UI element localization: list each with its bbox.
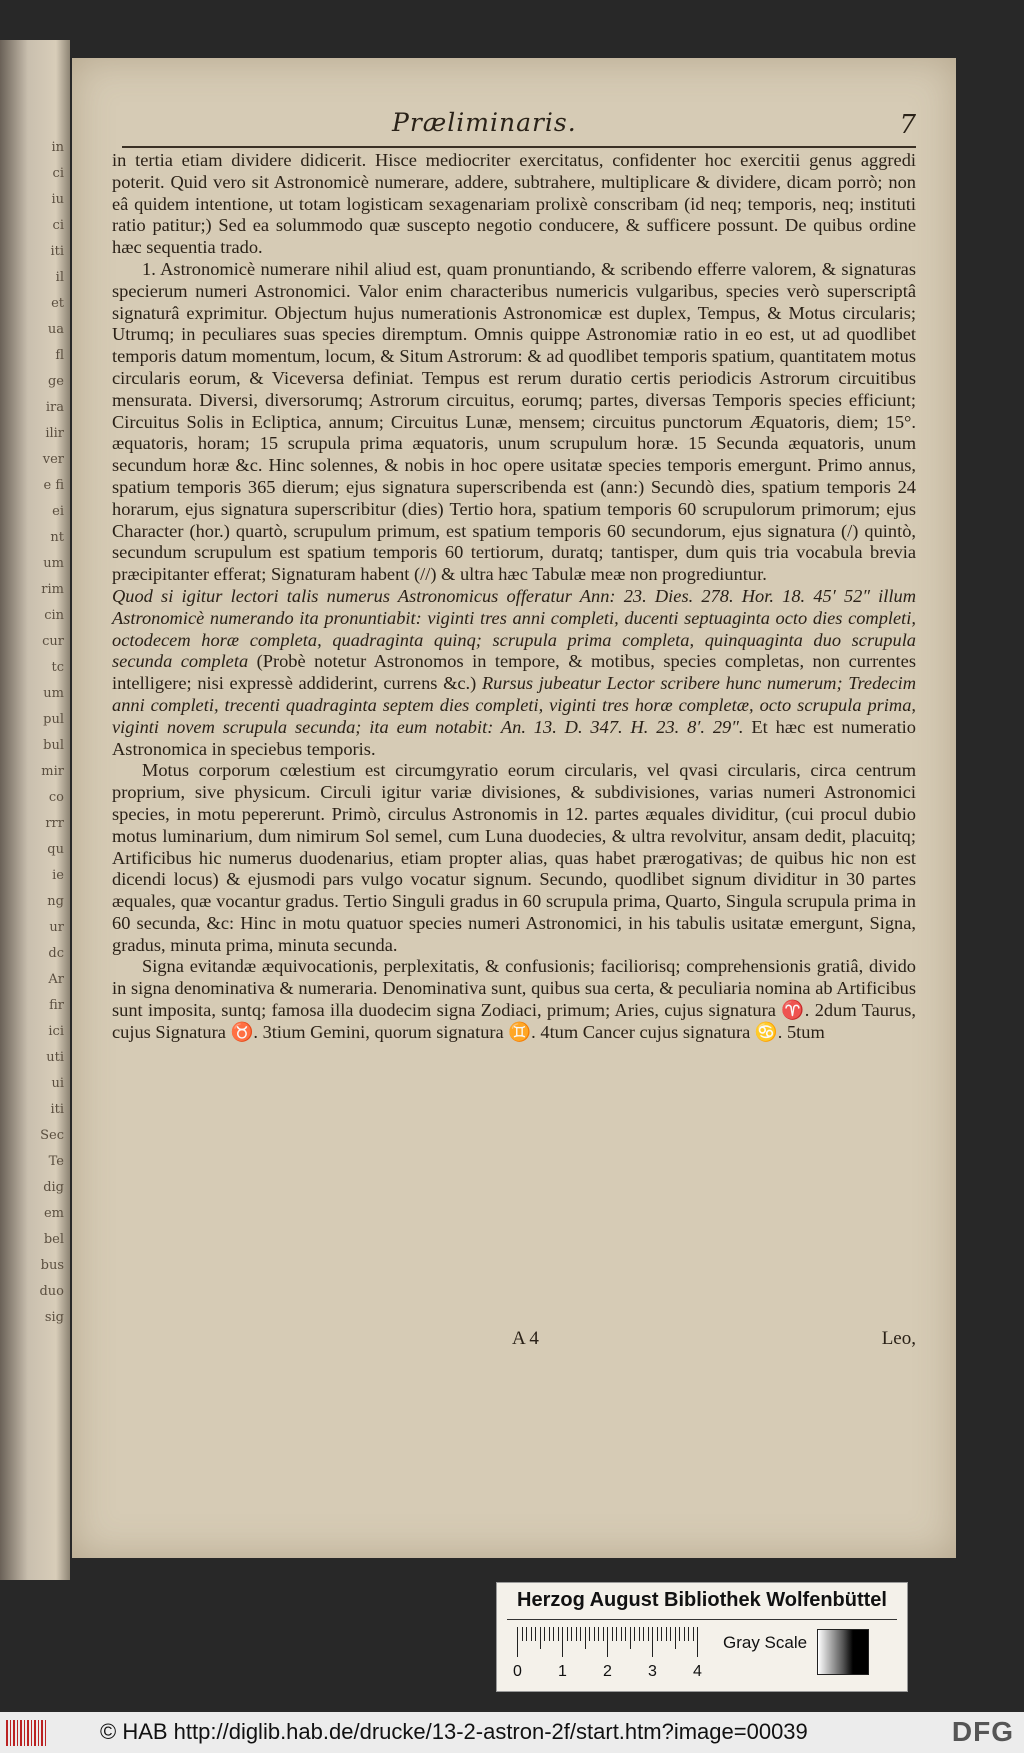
ruler-tick (567, 1627, 568, 1641)
ruler-tick (684, 1627, 685, 1641)
ruler-tick (675, 1627, 676, 1649)
prev-page-fragment: dig (43, 1180, 64, 1195)
prev-page-fragment: rrr (45, 816, 64, 831)
prev-page-fragment: um (43, 686, 64, 701)
ruler-number: 4 (693, 1663, 702, 1680)
ruler-number: 2 (603, 1663, 612, 1680)
prev-page-fragment: dc (48, 946, 64, 961)
prev-page-fragment: ng (47, 894, 64, 909)
prev-page-fragment: bul (43, 738, 64, 753)
footer-bar (0, 1712, 1024, 1753)
ruler-tick (535, 1627, 536, 1641)
page-header (72, 108, 956, 148)
ruler-tick (697, 1627, 698, 1657)
prev-page-fragment: qu (47, 842, 64, 857)
prev-page-fragment: iti (50, 1102, 64, 1117)
ruler-tick (639, 1627, 640, 1641)
previous-page-edge (0, 40, 70, 1580)
ruler-tick (621, 1627, 622, 1641)
prev-page-fragment: et (51, 296, 64, 311)
italic-text: Rursus jubeatur Lector scribere hunc numerum; Tredecim anni completi, trecenti quadraginta septem dies completi, viginti tres horæ completæ, octo scrupula prima, viginti novem scrupula secunda; ita eum notabit: An. 13. D. 347. H. 23. 8′. 29″. (112, 673, 916, 737)
prev-page-fragment: e fi (43, 478, 64, 493)
prev-page-fragment: ua (47, 322, 64, 337)
ruler-tick (522, 1627, 523, 1641)
ruler-tick (648, 1627, 649, 1641)
ruler-number: 0 (513, 1663, 522, 1680)
dfg-logo: DFG (951, 1716, 1014, 1747)
ruler-tick (625, 1627, 626, 1641)
prev-page-fragment: bel (43, 1232, 64, 1247)
prev-page-fragment: mir (41, 764, 64, 779)
prev-page-fragment: fir (49, 998, 64, 1013)
prev-page-fragment: Te (48, 1154, 64, 1169)
running-head: Præliminaris. (392, 108, 577, 137)
prev-page-fragment: Sec (40, 1128, 64, 1143)
ruler-tick (571, 1627, 572, 1641)
main-text (112, 150, 916, 1044)
prev-page-fragment: ilir (45, 426, 64, 441)
ruler-tick (526, 1627, 527, 1641)
library-name: Herzog August Bibliothek Wolfenbüttel (517, 1589, 887, 1611)
prev-page-fragment: fl (55, 348, 64, 363)
ruler-tick (693, 1627, 694, 1641)
text: Et hæc est numeratio Astronomica in speciebus temporis. (112, 716, 916, 759)
prev-page-fragment: ici (48, 1024, 64, 1039)
text: (Probè notetur Astronomos in tempore, & motibus, species completas, non currentes intelligere; nisi expressè addiderint, currens &c.) (112, 651, 916, 694)
ruler-tick (585, 1627, 586, 1649)
source-url[interactable]: © HAB http://diglib.hab.de/drucke/13-2-astron-2f/start.htm?image=00039 (100, 1719, 808, 1744)
book-page (72, 58, 956, 1558)
prev-page-fragment: ui (51, 1076, 64, 1091)
ruler-tick (589, 1627, 590, 1641)
paragraph: 1. Astronomicè numerare nihil aliud est, quam pronuntiando, & scribendo efferre valorem, & signaturas specierum numeri Astronomici. Valor enim characteribus numericis vulgaribus, species verò superscriptâ signaturâ exprimitur. Objectum hujus numerationis Astronomicæ est duplex, Tempus, & Motus circularis; Utrumq; in peculiares suas species diremptum. Omnis quippe Astronomiæ ratio in eo est, ut ad quodlibet temporis datum momentum, locum, & Situm Astrorum: & ad quodlibet temporis spatium, quantitatem motus circularis eorum, & Viceversa definiat. Tempus est rerum duratio certis periodicis Astrorum circuitibus mensurata. Diversi, diversorumq; Astrorum circuitus, eorumq; partes, diversas Temporis species efficiunt; Circuitus Solis in Ecliptica, annum; Circuitus Lunæ, mensem; circuitus punctorum Æquatoris, diem; 15°. æquatoris, horam; 15 scrupula prima æquatoris, unum scrupulum horæ. 15 Secunda æquatoris, unum secundum horæ &c. Hinc solennes, & nobis in hoc opere usitatæ species temporis emergunt. Primo annus, spatium temporis 365 dierum; ejus signatura superscribenda est (ann:) Secundò dies, spatium temporis 24 horarum, ejus signatura superscribitur (dies) Tertio hora, spatium temporis 60 scrupulorum primorum; ejus Character (hor.) quartò, scrupulum primum, est spatium temporis 60 secundorum, ejus signatura (/) quintò, secundum scrupulum est spatium temporis 60 tertiorum, duratq; tantisper, dum quis tria vocabula brevia præcipitanter efferat; Signaturam habent (//) & ultra hæc Tabulæ meæ non progrediuntur. (112, 258, 916, 585)
prev-page-fragment: tc (51, 660, 64, 675)
ruler-tick (666, 1627, 667, 1641)
prev-page-fragment: ci (52, 166, 64, 181)
prev-page-fragment: ie (52, 868, 64, 883)
italic-text: Quod si igitur lectori talis numerus Astronomicus offeratur Ann: 23. Dies. 278. Hor. 18. 45′ 52″ illum Astronomicè numerando ita pronuntiabit: viginti tres anni completi, ducenti septuaginta octo dies completi, octodecem horæ completa, quadraginta quinq; scrupula prima completa, quinquaginta duo scrupula secunda completa (112, 585, 916, 672)
prev-page-fragment: cur (42, 634, 64, 649)
ruler-tick (612, 1627, 613, 1641)
ruler-tick (558, 1627, 559, 1641)
paragraph: Motus corporum cœlestium est circumgyratio eorum circularis, vel qvasi circularis, circa centrum proprium, sive physicum. Circuli igitur variæ divisiones, & subdivisiones, varias numeri Astronomici species, in motu pepererunt. Primò, circulus Astronomis in 12. partes æquales dividitur, (cui procul dubio motus luminarium, dum nimirum Sol semel, cum Luna duodecies, & ultra revolvitur, ansam dedit, placuitq; Artificibus hic numerus duodenarius, etiam propter alias, quas habet prærogativas; de quibus hic non est dicendi locus) & ejusmodi pars vulgo vocatur signum. Secundo, quodlibet signum dividitur in 30 partes æquales, quæ vocantur gradus. Tertio Singuli gradus in 60 scrupula prima, Quarto, Singula scrupula prima in 60 secunda, &c: Hinc in motu quatuor species numeri Astronomici, in his tabulis usitatæ emergunt, Signa, gradus, minuta prima, minuta secunda. (112, 760, 916, 955)
prev-page-fragment: ur (49, 920, 64, 935)
prev-page-fragment: uti (46, 1050, 64, 1065)
prev-page-fragment: ge (47, 374, 64, 389)
ruler-number: 1 (558, 1663, 567, 1680)
ruler-tick (670, 1627, 671, 1641)
barcode-icon (6, 1720, 46, 1746)
ruler-tick (679, 1627, 680, 1641)
prev-page-fragment: Ar (48, 972, 64, 987)
header-rule (122, 146, 916, 148)
ruler-tick (517, 1627, 518, 1657)
ruler-tick (598, 1627, 599, 1641)
paragraph: in tertia etiam dividere didicerit. Hisce mediocriter exercitatus, confidenter hoc exercitii genus aggredi poterit. Quid vero sit Astronomicè numerare, addere, subtrahere, multiplicare & dividere, dicam porrò; non eâ quidem intentione, ut totam logisticam sexagenariam prolixè conscribam (id neq; temporis, neq; instituti ratio patitur;) Sed ea solummodo quæ suscepto negotio conducere, & sufficere possunt. De quibus ordine hæc sequentia trado. (112, 150, 916, 258)
prev-page-fragment: nt (50, 530, 64, 545)
paragraph (112, 586, 916, 759)
ruler-tick (580, 1627, 581, 1641)
ruler-tick (531, 1627, 532, 1641)
ruler-tick (576, 1627, 577, 1641)
library-label (496, 1582, 908, 1692)
ruler-tick (634, 1627, 635, 1641)
prev-page-fragment: iu (51, 192, 64, 207)
catchword: Leo, (881, 1328, 916, 1349)
ruler-tick (540, 1627, 541, 1649)
prev-page-fragment: ver (42, 452, 64, 467)
prev-page-fragment: iti (50, 244, 64, 259)
prev-page-fragment: rim (41, 582, 64, 597)
page-number: 7 (899, 110, 916, 140)
prev-page-fragment: cin (44, 608, 64, 623)
prev-page-fragment: ci (52, 218, 64, 233)
prev-page-fragment: pul (43, 712, 64, 727)
prev-page-fragment: co (48, 790, 64, 805)
ruler-tick (643, 1627, 644, 1641)
ruler-tick (562, 1627, 563, 1657)
prev-page-fragment: ira (45, 400, 64, 415)
ruler-tick (630, 1627, 631, 1649)
prev-page-fragment: em (43, 1206, 64, 1221)
prev-page-fragment: il (55, 270, 64, 285)
prev-page-fragment: bus (40, 1258, 64, 1273)
ruler-tick (594, 1627, 595, 1641)
gray-scale-label: Gray Scale (723, 1633, 808, 1652)
label-divider (507, 1619, 897, 1620)
ruler-tick (688, 1627, 689, 1641)
prev-page-fragment: um (43, 556, 64, 571)
ruler-tick (553, 1627, 554, 1641)
ruler-tick (544, 1627, 545, 1641)
ruler-tick (607, 1627, 608, 1657)
signature-mark: A 4 (512, 1328, 539, 1349)
prev-page-fragment: in (51, 140, 64, 155)
prev-page-fragment: ei (52, 504, 64, 519)
ruler-tick (661, 1627, 662, 1641)
ruler-tick (603, 1627, 604, 1641)
ruler-tick (657, 1627, 658, 1641)
paragraph: Signa evitandæ æquivocationis, perplexitatis, & confusionis; faciliorisq; comprehensionis gratiâ, divido in signa denominativa & numeraria. Denominativa sunt, quibus sua certa, & peculiaria nomina ab Artificibus sunt imposita, suntq; famosa illa duodecim signa Zodiaci, primum; Aries, cujus signatura ♈. 2dum Taurus, cujus Signatura ♉. 3tium Gemini, quorum signatura ♊. 4tum Cancer cujus signatura ♋. 5tum (112, 956, 916, 1042)
scale-ruler (513, 1627, 707, 1680)
ruler-tick (616, 1627, 617, 1641)
gray-scale-swatch (817, 1629, 869, 1675)
prev-page-fragment: duo (39, 1284, 64, 1299)
ruler-tick (549, 1627, 550, 1641)
ruler-tick (652, 1627, 653, 1657)
ruler-number: 3 (648, 1663, 657, 1680)
prev-page-fragment: sig (44, 1310, 64, 1325)
